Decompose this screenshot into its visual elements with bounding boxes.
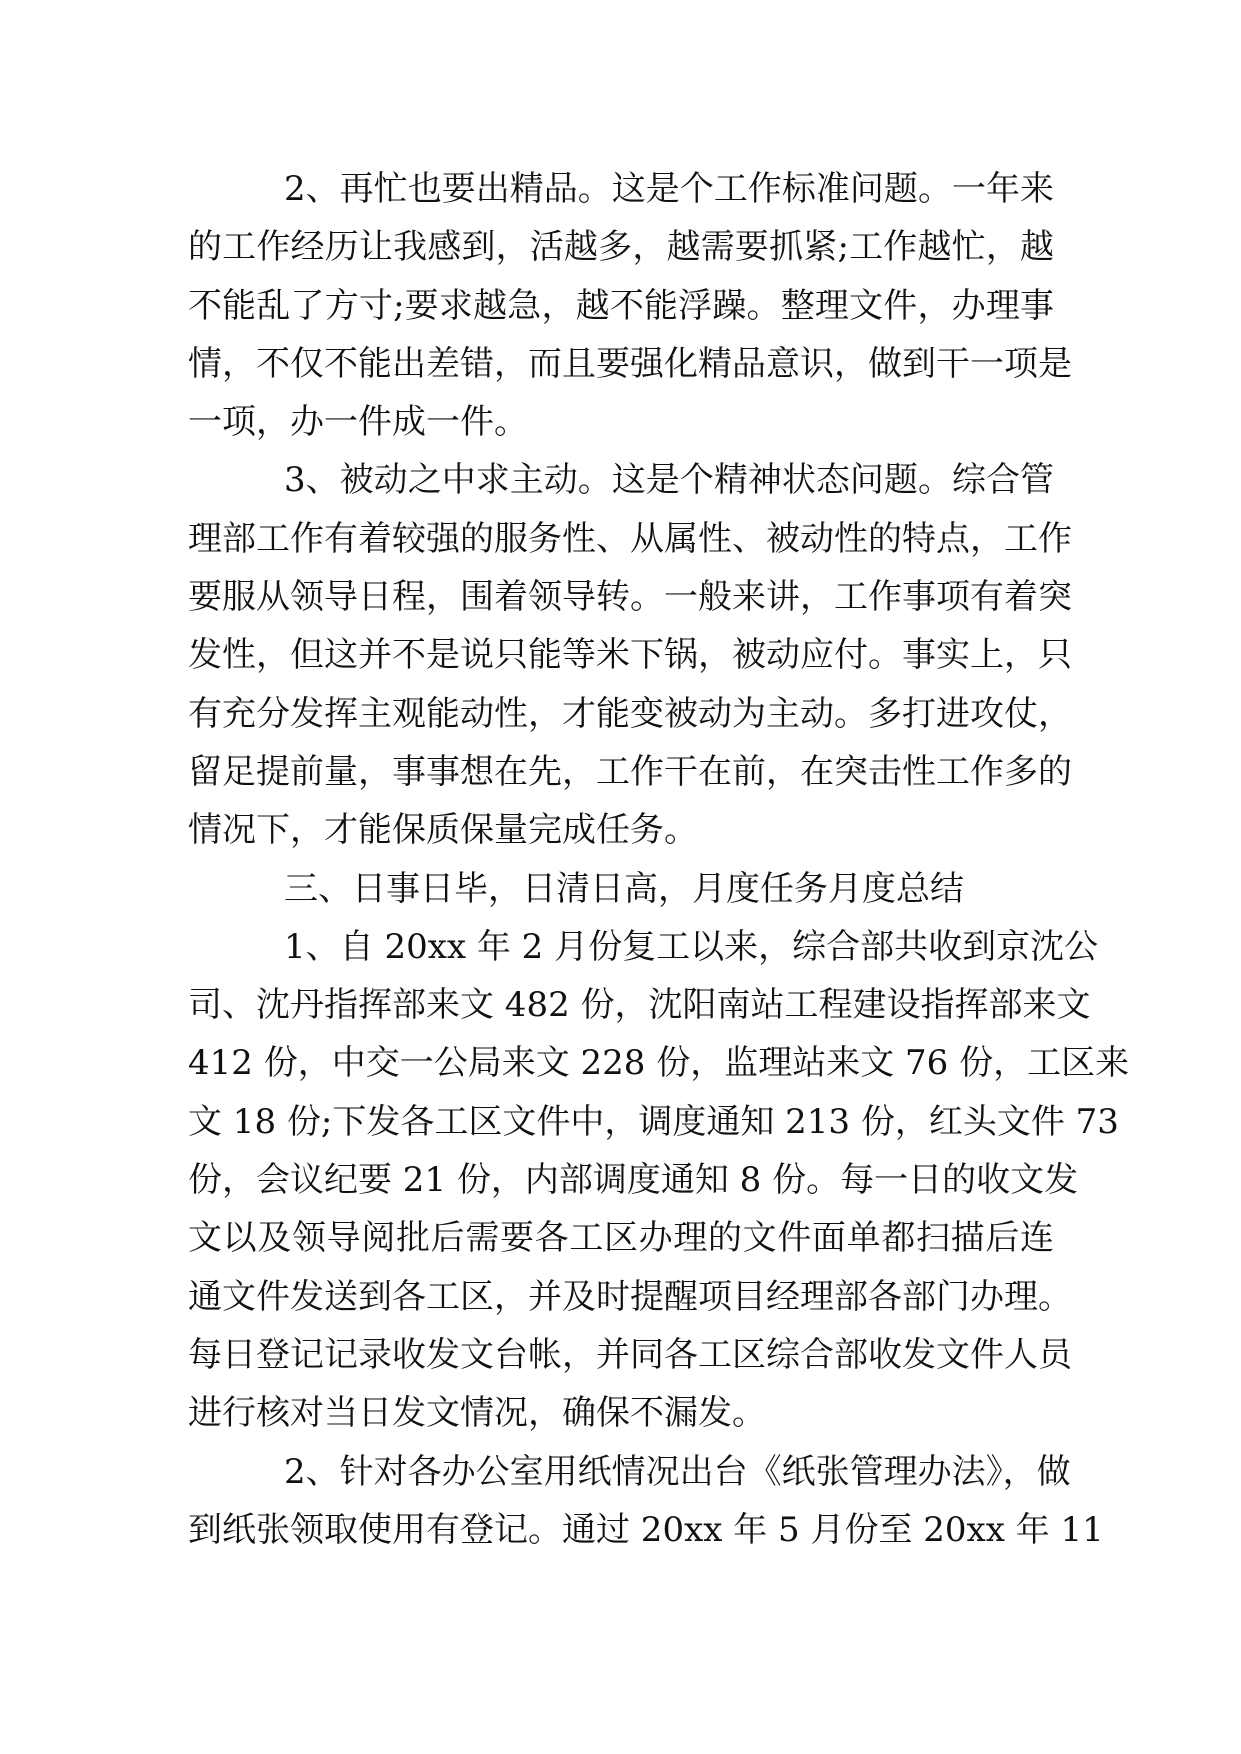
section-heading: 三、日事日毕，日清日高，月度任务月度总结 xyxy=(284,868,964,909)
section-heading-3 xyxy=(188,860,1054,918)
paragraph-line: 每日登记记录收发文台帐，并同各工区综合部收发文件人员 xyxy=(188,1334,1072,1375)
paragraph-document-stats xyxy=(188,918,1130,1443)
paragraph-line: 到纸张领取使用有登记。通过 20xx 年 5 月份至 20xx 年 11 xyxy=(188,1509,1104,1550)
paragraph-line: 发性，但这并不是说只能等米下锅，被动应付。事实上，只 xyxy=(188,635,1072,676)
paragraph-line: 文 18 份;下发各工区文件中，调度通知 213 份，红头文件 73 xyxy=(188,1101,1119,1142)
paragraph-line: 文以及领导阅批后需要各工区办理的文件面单都扫描后连 xyxy=(188,1218,1054,1259)
paragraph-line: 情况下，才能保质保量完成任务。 xyxy=(188,810,698,851)
document-body xyxy=(188,160,1130,1559)
paragraph-initiative xyxy=(188,451,1072,859)
paragraph-line: 要服从领导日程，围着领导转。一般来讲，工作事项有着突 xyxy=(188,577,1072,618)
paragraph-line: 1、自 20xx 年 2 月份复工以来，综合部共收到京沈公 xyxy=(284,926,1099,967)
paragraph-paper-management xyxy=(188,1443,1104,1560)
paragraph-line: 2、再忙也要出精品。这是个工作标准问题。一年来 xyxy=(284,169,1054,209)
paragraph-line: 有充分发挥主观能动性，才能变被动为主动。多打进攻仗， xyxy=(188,693,1072,734)
paragraph-line: 理部工作有着较强的服务性、从属性、被动性的特点，工作 xyxy=(188,518,1072,559)
paragraph-line: 份，会议纪要 21 份，内部调度通知 8 份。每一日的收文发 xyxy=(188,1160,1079,1201)
paragraph-work-quality xyxy=(188,160,1072,451)
paragraph-line: 情，不仅不能出差错，而且要强化精品意识，做到干一项是 xyxy=(188,343,1072,384)
paragraph-line: 进行核对当日发文情况，确保不漏发。 xyxy=(188,1393,766,1434)
paragraph-line: 412 份，中交一公局来文 228 份，监理站来文 76 份，工区来 xyxy=(188,1043,1130,1084)
paragraph-line: 司、沈丹指挥部来文 482 份，沈阳南站工程建设指挥部来文 xyxy=(188,985,1091,1026)
paragraph-line: 2、针对各办公室用纸情况出台《纸张管理办法》，做 xyxy=(284,1451,1071,1492)
paragraph-line: 留足提前量，事事想在先，工作干在前，在突击性工作多的 xyxy=(188,751,1072,792)
paragraph-line: 不能乱了方寸;要求越急，越不能浮躁。整理文件，办理事 xyxy=(188,285,1055,326)
paragraph-line: 一项，办一件成一件。 xyxy=(188,402,528,443)
paragraph-line: 的工作经历让我感到，活越多，越需要抓紧;工作越忙，越 xyxy=(188,227,1055,268)
paragraph-line: 通文件发送到各工区，并及时提醒项目经理部各部门办理。 xyxy=(188,1276,1072,1317)
paragraph-line: 3、被动之中求主动。这是个精神状态问题。综合管 xyxy=(284,460,1054,501)
